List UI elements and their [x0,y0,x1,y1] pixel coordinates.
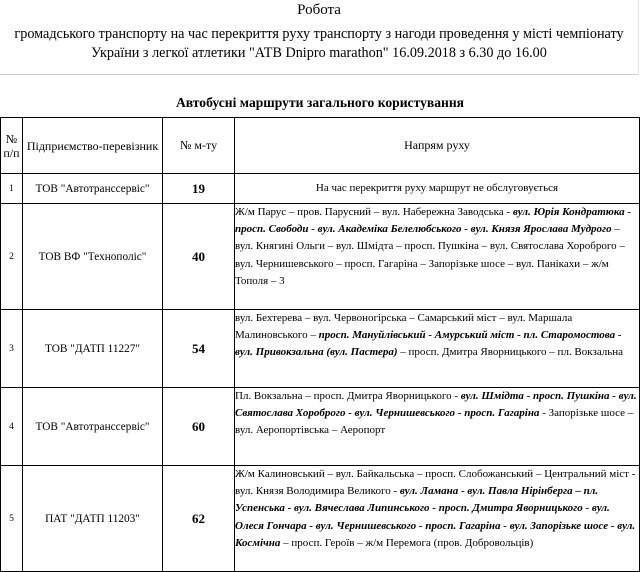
section-title: Автобусні маршрути загального користування [175,95,465,110]
route-number: 54 [163,310,235,388]
table-header-row [1,118,640,174]
carrier-name: ТОВ "ДАТП 11227" [23,310,163,388]
table-body [1,174,640,572]
row-number: 2 [1,204,23,310]
header-direction: Напрям руху [235,118,640,174]
route-direction [235,204,640,310]
table-row [1,388,640,466]
route-direction [235,174,640,204]
carrier-name: ТОВ "Автотранссервіс" [23,174,163,204]
header-carrier: Підприємство-перевізник [23,118,163,174]
route-direction [235,310,640,388]
row-number: 4 [1,388,23,466]
route-segment: – просп. Героїв – ж/м Перемога (пров. Добровольців) [280,536,534,549]
carrier-name: ПАТ "ДАТП 11203" [23,466,163,572]
table-row [1,204,640,310]
route-segment: - Запорізьке шосе – вул. Аеропортівська – Аеропорт [235,407,634,437]
document-subtitle: громадського транспорту на час перекриття руху транспорту з нагоди проведення у місті чемпіонату України з легкої атлетики "АТВ Dnipro marathon" 16.09.2018 з 6.30 до 16.00 [14,26,624,61]
table-row [1,174,640,204]
route-number: 40 [163,204,235,310]
closed-segment: вул. Юрія Кондратюка - просп. Свободи - вул. Академіка Белелюбського - вул. Князя Ярослава Мудрого [235,206,632,236]
route-segment: Ж/м Калиновський – вул. Байкальська – просп. Слобожанський – Центральний міст - вул. Князя Володимира Великого - [235,468,636,498]
route-direction [235,466,640,572]
closed-segment: вул. Ламана - вул. Павла Нірінберга – пл. Успенська - вул. Вячеслава Липинського - просп. Дмитра Яворницького - вул. Олеся Гончара - вул. Чернишевського - просп. Гагаріна - вул. Запорізьке шосе - вул. Космічна [235,485,636,549]
routes-table [0,117,640,572]
route-segment: Ж/м Парус – пров. Парусний – вул. Набережна Заводська - [235,206,513,218]
row-number: 5 [1,466,23,572]
closed-segment: вул. Шмідта - просп. Пушкіна - вул. Святослава Хороброго - вул. Чернишевського - просп. Гагаріна [235,390,637,420]
row-number: 3 [1,310,23,388]
route-number: 62 [163,466,235,572]
route-segment: вул. Бехтерева – вул. Червоногірська – Самарський міст – вул. Маршала Малиновського – [235,312,573,342]
route-segment: – просп. Дмитра Яворницького – пл. Вокзальна [397,346,624,359]
document-header [0,0,639,75]
route-number: 60 [163,388,235,466]
carrier-name: ТОВ ВФ "Технополіс" [23,204,163,310]
route-direction [235,388,640,466]
route-segment: Пл. Вокзальна – просп. Дмитра Яворницького - [235,390,461,402]
route-segment: – вул. Княгині Ольги – вул. Шмідта – просп. Пушкіна – вул. Святослава Хороброго – вул. Чернишевського – просп. Гагаріна – Запорізьке шосе – вул. Панікахи – ж/м Тополя – 3 [235,223,625,287]
table-row [1,310,640,388]
route-segment: На час перекриття руху маршрут не обслуговується [315,181,559,194]
closed-segment: просп. Мануйлівський - Амурський міст - пл. Старомостова - вул. Привокзальна (вул. Пастера) [235,329,622,359]
header-num: № п/п [1,118,23,174]
table-row [1,466,640,572]
header-route-number: № м-ту [163,118,235,174]
document-title: Робота [297,2,341,18]
carrier-name: ТОВ "Автотранссервіс" [23,388,163,466]
row-number: 1 [1,174,23,204]
route-number: 19 [163,174,235,204]
